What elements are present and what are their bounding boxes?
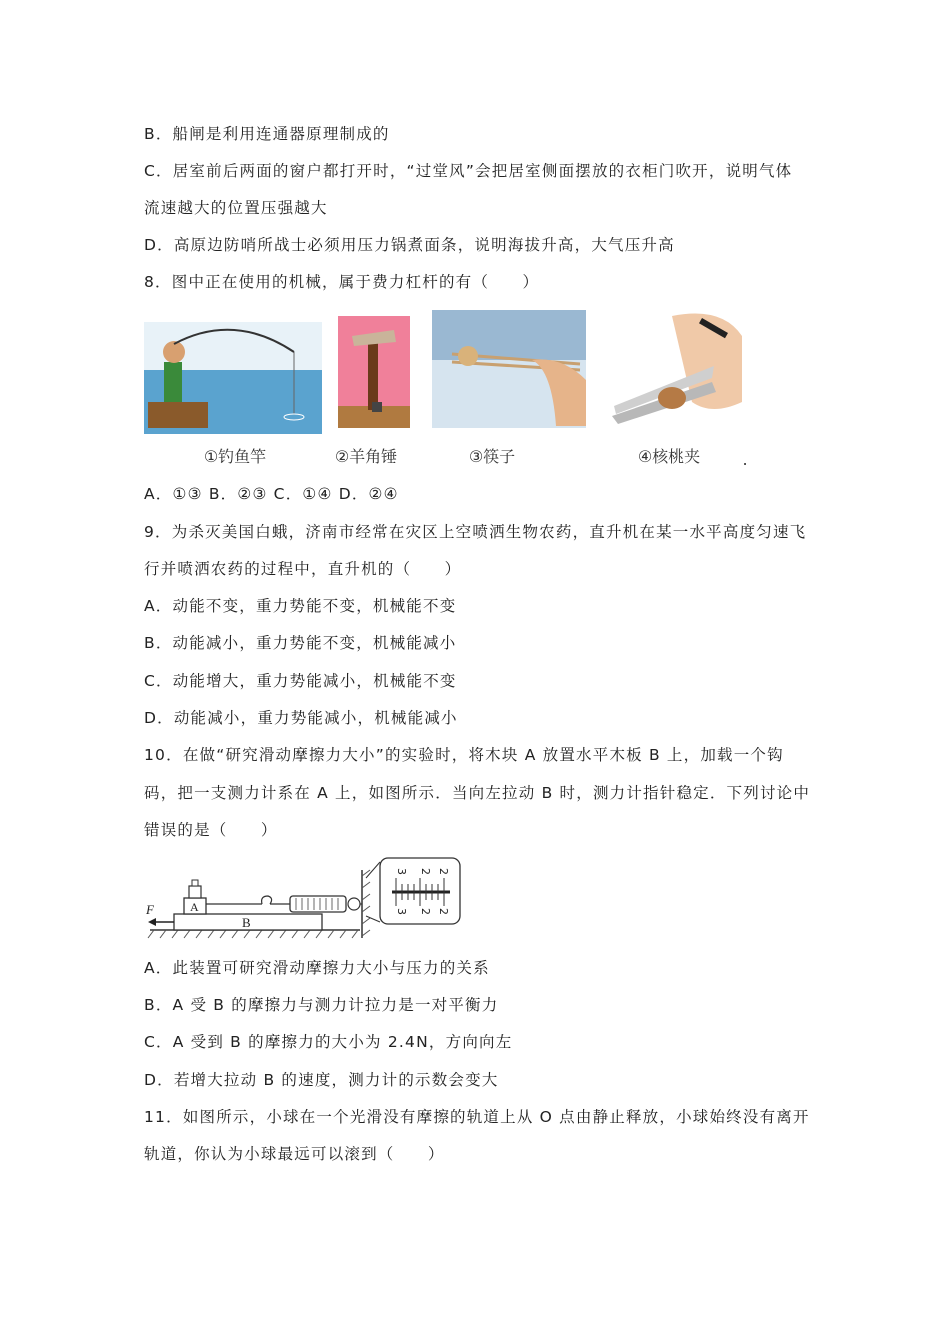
label-b: B (242, 915, 251, 930)
option-d-pressure-cooker: D．高原边防哨所战士必须用压力锅煮面条，说明海拔升高，大气压升高 (144, 236, 675, 254)
walnut-cracker-image (602, 306, 748, 434)
caption-claw-hammer: ②羊角锤 (334, 447, 398, 466)
question-10-line2: 码，把一支测力计系在 A 上，如图所示．当向左拉动 B 时，测力计指针稳定．下列讨论中 (144, 784, 811, 802)
scale-bottom-1: 3 (395, 908, 408, 915)
q8-figure (144, 306, 748, 468)
chopsticks-image (432, 310, 586, 428)
claw-hammer-image (338, 316, 410, 428)
scale-bottom-2: 2 (419, 908, 432, 915)
scale-bottom-3: 2 (437, 908, 450, 915)
question-10-line3: 错误的是（ ） (144, 821, 278, 839)
q9-option-c: C．动能增大，重力势能减小，机械能不变 (144, 672, 457, 690)
question-10-line1: 10．在做“研究滑动摩擦力大小”的实验时，将木块 A 放置水平木板 B 上，加载一个钩 (144, 746, 784, 764)
q10-option-c: C．A 受到 B 的摩擦力的大小为 2.4N，方向向左 (144, 1033, 513, 1051)
caption-walnut-cracker: ④核桃夹 (637, 447, 701, 466)
question-9-line1: 9．为杀灭美国白蛾，济南市经常在灾区上空喷洒生物农药，直升机在某一水平高度匀速飞 (144, 523, 807, 541)
q9-option-a: A．动能不变，重力势能不变，机械能不变 (144, 597, 457, 615)
label-a: A (190, 900, 199, 914)
scale-top-2: 2 (419, 868, 432, 875)
hook-weight (189, 886, 201, 898)
label-f: F (146, 902, 154, 917)
q10-option-d: D．若增大拉动 B 的速度，测力计的示数会变大 (144, 1071, 499, 1089)
option-b-ship-lock: B．船闸是利用连通器原理制成的 (144, 125, 390, 143)
scale-top-3: 2 (437, 868, 450, 875)
question-9-line2: 行并喷洒农药的过程中，直升机的（ ） (144, 560, 462, 578)
q9-option-b: B．动能减小，重力势能不变，机械能减小 (144, 634, 457, 652)
caption-chopsticks: ③筷子 (468, 447, 516, 466)
option-c-line1: C．居室前后两面的窗户都打开时，“过堂风”会把居室侧面摆放的衣柜门吹开，说明气体 (144, 162, 793, 180)
caption-fishing-rod: ①钓鱼竿 (203, 447, 267, 466)
question-11-line2: 轨道，你认为小球最远可以滚到（ ） (144, 1145, 445, 1163)
scale-top-1: 3 (395, 868, 408, 875)
question-8: 8．图中正在使用的机械，属于费力杠杆的有（ ） (144, 273, 540, 291)
figure-trailing-dot: . (742, 450, 748, 469)
friction-experiment-diagram (144, 856, 462, 942)
q10-option-a: A．此装置可研究滑动摩擦力大小与压力的关系 (144, 959, 490, 977)
q8-options: A．①③ B．②③ C．①④ D．②④ (144, 485, 399, 503)
q9-option-d: D．动能减小，重力势能减小，机械能减小 (144, 709, 458, 727)
q10-option-b: B．A 受 B 的摩擦力与测力计拉力是一对平衡力 (144, 996, 499, 1014)
option-c-line2: 流速越大的位置压强越大 (144, 199, 328, 217)
fishing-rod-image (144, 322, 322, 434)
question-11-line1: 11．如图所示，小球在一个光滑没有摩擦的轨道上从 O 点由静止释放，小球始终没有离开 (144, 1108, 810, 1126)
